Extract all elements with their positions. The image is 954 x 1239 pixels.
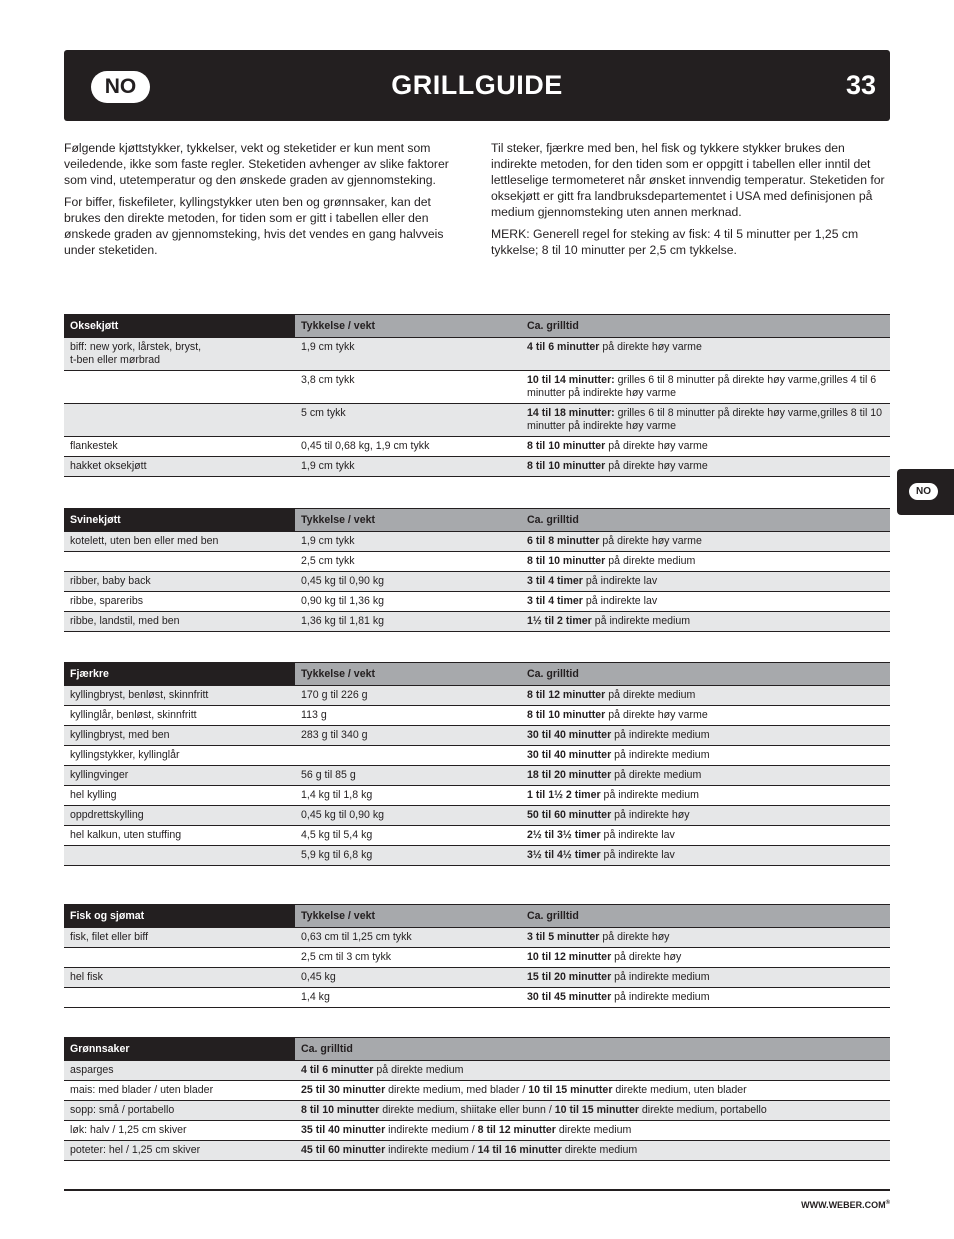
grill-time-cell — [295, 1121, 890, 1141]
thickness-heading: Tykkelse / vekt — [295, 509, 521, 532]
table-row — [64, 404, 890, 437]
thickness-cell: 1,9 cm tykk — [295, 338, 521, 371]
table-row — [64, 338, 890, 371]
grill-time-bold: 6 til 8 minutter — [527, 535, 600, 547]
intro-left — [64, 140, 462, 264]
grill-time-cell — [521, 826, 890, 846]
cut-cell: ribber, baby back — [64, 572, 295, 592]
cut-cell: fisk, filet eller biff — [64, 928, 295, 948]
grill-time-bold: 35 til 40 minutter — [301, 1124, 386, 1136]
thickness-cell: 283 g til 340 g — [295, 726, 521, 746]
thickness-cell: 0,45 kg — [295, 968, 521, 988]
thickness-cell: 5,9 kg til 6,8 kg — [295, 846, 521, 866]
table-header-row — [64, 905, 890, 928]
footer-divider — [64, 1189, 890, 1191]
grill-time-bold: 3 til 4 timer — [527, 575, 583, 587]
grill-time-bold: 10 til 14 minutter: — [527, 374, 615, 386]
grill-time-cell — [521, 806, 890, 826]
thickness-cell: 113 g — [295, 706, 521, 726]
table-header-row — [64, 663, 890, 686]
grill-time-method: på indirekte lav — [600, 829, 675, 841]
table-row — [64, 612, 890, 632]
table-oksekjott — [64, 314, 890, 477]
table-row — [64, 806, 890, 826]
thickness-cell: 1,9 cm tykk — [295, 532, 521, 552]
table-gronnsaker — [64, 1037, 890, 1161]
grill-time-method: på direkte medium — [373, 1064, 464, 1076]
table-row — [64, 706, 890, 726]
language-badge: NO — [91, 71, 150, 103]
grill-time-method: på indirekte lav — [582, 575, 658, 587]
table-header-row — [64, 315, 890, 338]
grill-time-bold: 3 til 4 timer — [527, 595, 583, 607]
cut-cell: hakket oksekjøtt — [64, 457, 295, 477]
table-row — [64, 572, 890, 592]
grill-time-cell — [521, 404, 890, 437]
grill-time-method: grilles 6 til 8 minutter på direkte høy varme,grilles 4 til 6 minutter på indirekte høy varme — [527, 374, 877, 399]
intro-paragraph: Følgende kjøttstykker, tykkelser, vekt og steketider er kun ment som veiledende, ikke som faste regler. Steketiden avhenger av slike faktorer som vind, utetemperatur og den ønskede graden av gjennomsteking. — [64, 141, 449, 187]
grill-time-cell — [521, 686, 890, 706]
grill-time-cell — [521, 592, 890, 612]
vegetable-cell: asparges — [64, 1061, 295, 1081]
grill-time-bold: 14 til 16 minutter — [477, 1144, 562, 1156]
table-row — [64, 457, 890, 477]
grill-time-method: indirekte medium / — [385, 1124, 478, 1136]
cut-cell — [64, 948, 295, 968]
grill-time-heading: Ca. grilltid — [521, 315, 890, 338]
table-row — [64, 437, 890, 457]
cut-cell: kotelett, uten ben eller med ben — [64, 532, 295, 552]
thickness-cell: 2,5 cm tykk — [295, 552, 521, 572]
page-header — [64, 50, 890, 121]
thickness-heading: Tykkelse / vekt — [295, 905, 521, 928]
table-row — [64, 371, 890, 404]
table-row — [64, 846, 890, 866]
grill-time-heading: Ca. grilltid — [521, 663, 890, 686]
grill-time-method: på indirekte lav — [582, 595, 658, 607]
table-row — [64, 1121, 890, 1141]
cut-cell: oppdrettskylling — [64, 806, 295, 826]
grill-time-bold: 3½ til 4½ timer — [527, 849, 601, 861]
thickness-cell: 1,4 kg til 1,8 kg — [295, 786, 521, 806]
grill-time-cell — [521, 371, 890, 404]
grill-time-method: på direkte høy varme — [605, 440, 708, 452]
grill-time-bold: 15 til 20 minutter — [527, 971, 612, 983]
category-heading: Fjærkre — [64, 663, 295, 686]
grill-time-cell — [521, 706, 890, 726]
table-row — [64, 786, 890, 806]
grill-time-method: direkte medium, uten blader — [612, 1084, 747, 1096]
grill-time-bold: 10 til 15 minutter — [528, 1084, 613, 1096]
grill-time-method: direkte medium, med blader / — [385, 1084, 529, 1096]
grill-time-method: direkte medium — [555, 1124, 632, 1136]
intro-paragraph: Til steker, fjærkre med ben, hel fisk og tykkere stykker brukes den indirekte metoden, for den tiden som er oppgitt i tabellen eller inntil det lettleselige termometeret når ønsket innvendig temperatur. Steketiden for oksekjøtt er gitt fra landbruksdepartementet i USA med definisjonen på medium gjennomsteking uten annen merknad. — [491, 141, 885, 219]
grill-time-bold: 4 til 6 minutter — [301, 1064, 374, 1076]
table-row — [64, 988, 890, 1008]
grill-time-method: på direkte høy varme — [599, 341, 702, 353]
grill-time-method: på indirekte medium — [600, 789, 699, 801]
grill-time-bold: 45 til 60 minutter — [301, 1144, 386, 1156]
cut-cell: ribbe, landstil, med ben — [64, 612, 295, 632]
table-row — [64, 1141, 890, 1161]
grill-time-bold: 8 til 10 minutter — [527, 440, 606, 452]
grill-time-method: direkte medium — [561, 1144, 638, 1156]
grill-time-bold: 8 til 10 minutter — [527, 460, 606, 472]
grill-time-method: på direkte høy — [611, 951, 682, 963]
grill-time-bold: 25 til 30 minutter — [301, 1084, 386, 1096]
grill-time-cell — [521, 572, 890, 592]
grill-time-heading: Ca. grilltid — [295, 1038, 890, 1061]
thickness-cell: 0,45 kg til 0,90 kg — [295, 572, 521, 592]
grill-time-method: på indirekte medium — [611, 749, 710, 761]
table-row — [64, 1101, 890, 1121]
thickness-cell: 1,36 kg til 1,81 kg — [295, 612, 521, 632]
table-fjaerkre — [64, 662, 890, 866]
table-row — [64, 746, 890, 766]
grill-time-bold: 1½ til 2 timer — [527, 615, 592, 627]
grill-time-bold: 18 til 20 minutter — [527, 769, 612, 781]
grill-time-bold: 50 til 60 minutter — [527, 809, 612, 821]
grill-time-cell — [521, 612, 890, 632]
grill-time-cell — [521, 948, 890, 968]
grill-time-method: på indirekte lav — [600, 849, 675, 861]
cut-cell: biff: new york, lårstek, bryst, t-ben eller mørbrad — [64, 338, 295, 371]
thickness-cell: 2,5 cm til 3 cm tykk — [295, 948, 521, 968]
grill-time-method: på indirekte medium — [611, 971, 710, 983]
grill-time-bold: 30 til 40 minutter — [527, 749, 612, 761]
vegetable-cell: mais: med blader / uten blader — [64, 1081, 295, 1101]
vegetable-cell: sopp: små / portabello — [64, 1101, 295, 1121]
grill-time-bold: 8 til 10 minutter — [527, 709, 606, 721]
cut-cell — [64, 371, 295, 404]
grill-time-bold: 4 til 6 minutter — [527, 341, 600, 353]
thickness-heading: Tykkelse / vekt — [295, 315, 521, 338]
grill-time-cell — [521, 338, 890, 371]
grill-time-cell — [521, 437, 890, 457]
table-row — [64, 928, 890, 948]
thickness-cell: 4,5 kg til 5,4 kg — [295, 826, 521, 846]
grill-time-cell — [295, 1101, 890, 1121]
thickness-cell: 56 g til 85 g — [295, 766, 521, 786]
thickness-cell: 3,8 cm tykk — [295, 371, 521, 404]
category-heading: Svinekjøtt — [64, 509, 295, 532]
thickness-cell: 0,63 cm til 1,25 cm tykk — [295, 928, 521, 948]
footer-url — [801, 1200, 890, 1210]
vegetable-cell: løk: halv / 1,25 cm skiver — [64, 1121, 295, 1141]
thickness-cell — [295, 746, 521, 766]
grill-time-cell — [521, 746, 890, 766]
category-heading: Oksekjøtt — [64, 315, 295, 338]
table-svinekjott — [64, 508, 890, 632]
grill-time-cell — [295, 1141, 890, 1161]
footer-url-text: WWW.WEBER.COM — [801, 1200, 886, 1210]
grill-time-cell — [521, 846, 890, 866]
cut-cell: hel fisk — [64, 968, 295, 988]
cut-cell — [64, 552, 295, 572]
grill-time-bold: 8 til 10 minutter — [527, 555, 606, 567]
intro-paragraph: MERK: Generell regel for steking av fisk: 4 til 5 minutter per 1,25 cm tykkelse; 8 til 10 minutter per 2,5 cm tykkelse. — [491, 227, 859, 257]
table-row — [64, 686, 890, 706]
grill-time-cell — [521, 532, 890, 552]
table-row — [64, 766, 890, 786]
thickness-cell: 0,90 kg til 1,36 kg — [295, 592, 521, 612]
cut-cell: kyllinglår, benløst, skinnfritt — [64, 706, 295, 726]
grill-time-method: på direkte medium — [605, 555, 696, 567]
grill-time-cell — [521, 726, 890, 746]
cut-cell — [64, 404, 295, 437]
grill-time-bold: 30 til 45 minutter — [527, 991, 612, 1003]
table-fisk — [64, 904, 890, 1008]
table-row — [64, 592, 890, 612]
grill-time-cell — [521, 766, 890, 786]
cut-cell: kyllingstykker, kyllinglår — [64, 746, 295, 766]
grill-time-bold: 30 til 40 minutter — [527, 729, 612, 741]
grill-time-cell — [521, 988, 890, 1008]
cut-cell: kyllingbryst, med ben — [64, 726, 295, 746]
category-heading: Grønnsaker — [64, 1038, 295, 1061]
table-row — [64, 968, 890, 988]
table-row — [64, 826, 890, 846]
thickness-heading: Tykkelse / vekt — [295, 663, 521, 686]
table-header-row — [64, 509, 890, 532]
page-number: 33 — [845, 70, 876, 100]
thickness-cell: 0,45 kg til 0,90 kg — [295, 806, 521, 826]
grill-time-bold: 14 til 18 minutter: — [527, 407, 615, 419]
table-row — [64, 1081, 890, 1101]
table-header-row — [64, 1038, 890, 1061]
grill-time-method: på direkte høy varme — [599, 535, 702, 547]
grill-time-bold: 1 til 1½ 2 timer — [527, 789, 601, 801]
grill-time-cell — [521, 786, 890, 806]
intro-right — [491, 140, 890, 264]
thickness-cell: 5 cm tykk — [295, 404, 521, 437]
grill-time-bold: 10 til 15 minutter — [554, 1104, 639, 1116]
grill-time-method: direkte medium, portabello — [638, 1104, 767, 1116]
table-row — [64, 948, 890, 968]
page-title: GRILLGUIDE — [391, 70, 563, 100]
grill-time-cell — [521, 968, 890, 988]
thickness-cell: 170 g til 226 g — [295, 686, 521, 706]
grill-time-method: på indirekte medium — [591, 615, 691, 627]
cut-cell: kyllingbryst, benløst, skinnfritt — [64, 686, 295, 706]
grill-time-method: på direkte høy — [599, 931, 670, 943]
grill-time-cell — [521, 457, 890, 477]
grill-time-method: på direkte medium — [611, 769, 702, 781]
grill-time-cell — [295, 1061, 890, 1081]
grill-time-method: på direkte medium — [605, 689, 696, 701]
grill-time-cell — [521, 552, 890, 572]
grill-time-method: på indirekte medium — [611, 991, 710, 1003]
side-tab-label: NO — [909, 483, 938, 500]
grill-time-bold: 2½ til 3½ timer — [527, 829, 601, 841]
cut-cell — [64, 846, 295, 866]
cut-cell: hel kylling — [64, 786, 295, 806]
cut-cell: kyllingvinger — [64, 766, 295, 786]
grill-time-method: på direkte høy varme — [605, 460, 708, 472]
grill-time-heading: Ca. grilltid — [521, 905, 890, 928]
grill-time-bold: 10 til 12 minutter — [527, 951, 612, 963]
grill-time-method: indirekte medium / — [385, 1144, 478, 1156]
cut-cell: ribbe, spareribs — [64, 592, 295, 612]
grill-time-cell — [521, 928, 890, 948]
grill-time-bold: 8 til 10 minutter — [301, 1104, 380, 1116]
thickness-cell: 1,4 kg — [295, 988, 521, 1008]
grill-time-heading: Ca. grilltid — [521, 509, 890, 532]
grill-time-method: på indirekte medium — [611, 729, 710, 741]
cut-cell: flankestek — [64, 437, 295, 457]
intro-paragraph: For biffer, fiskefileter, kyllingstykker uten ben og grønnsaker, kan det brukes den direkte metoden, for tiden som er gitt i tabellen eller den ønskede graden av gjennomsteking, hvis det vendes en gang halvveis under steketiden. — [64, 195, 444, 257]
cut-cell — [64, 988, 295, 1008]
grill-time-method: på direkte høy varme — [605, 709, 708, 721]
grill-time-bold: 3 til 5 minutter — [527, 931, 600, 943]
table-row — [64, 552, 890, 572]
grill-time-bold: 8 til 12 minutter — [477, 1124, 556, 1136]
vegetable-cell: poteter: hel / 1,25 cm skiver — [64, 1141, 295, 1161]
grill-time-method: grilles 6 til 8 minutter på direkte høy varme,grilles 8 til 10 minutter på indirekte høy varme — [527, 407, 883, 432]
grill-time-method: på indirekte høy — [611, 809, 690, 821]
grill-time-cell — [295, 1081, 890, 1101]
cut-cell: hel kalkun, uten stuffing — [64, 826, 295, 846]
grill-time-method: direkte medium, shiitake eller bunn / — [379, 1104, 555, 1116]
thickness-cell: 1,9 cm tykk — [295, 457, 521, 477]
grill-time-bold: 8 til 12 minutter — [527, 689, 606, 701]
registered-mark: ® — [885, 1200, 890, 1206]
category-heading: Fisk og sjømat — [64, 905, 295, 928]
table-row — [64, 1061, 890, 1081]
table-row — [64, 532, 890, 552]
thickness-cell: 0,45 til 0,68 kg, 1,9 cm tykk — [295, 437, 521, 457]
language-side-tab — [897, 469, 954, 515]
table-row — [64, 726, 890, 746]
